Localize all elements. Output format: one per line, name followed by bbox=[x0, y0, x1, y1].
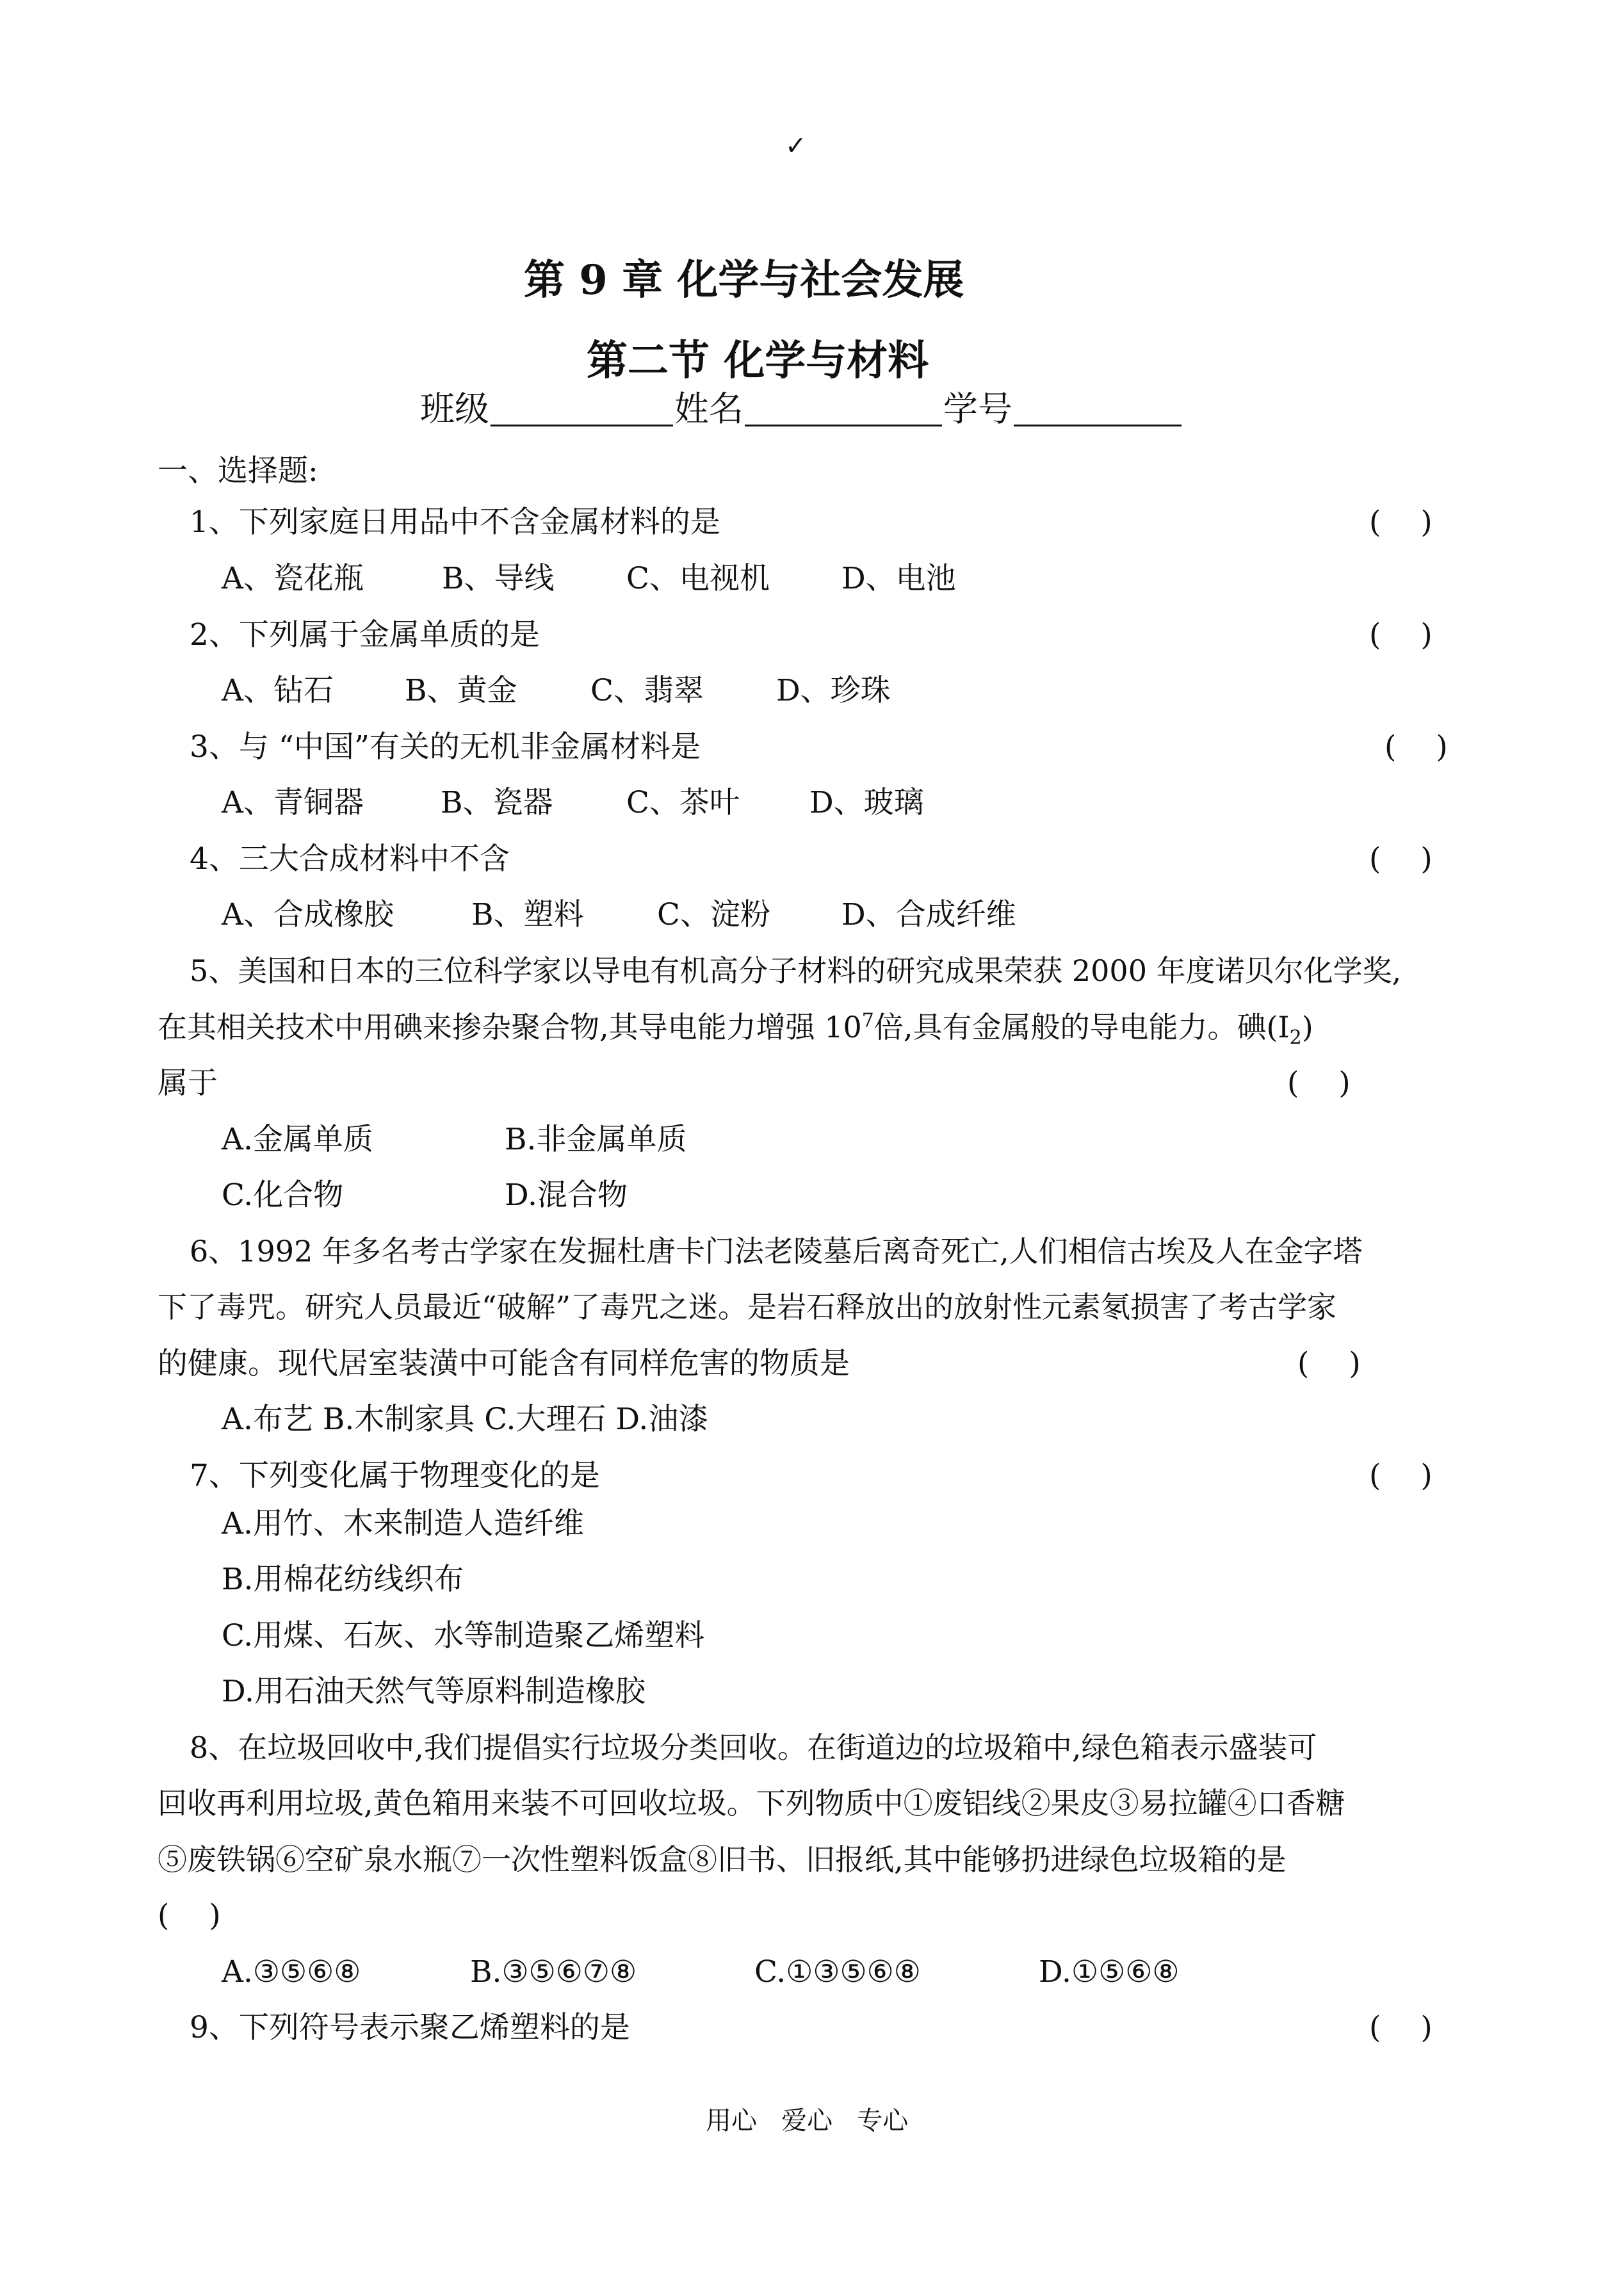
question-8-line-2: 回收再利用垃圾,黄色箱用来装不可回收垃圾。下列物质中①废铝线②果皮③易拉罐④口香糖 bbox=[158, 1786, 1345, 1821]
answer-paren-7[interactable]: ( ) bbox=[1369, 1458, 1433, 1493]
q1-option-a: A、瓷花瓶 bbox=[222, 561, 364, 596]
q2-option-a: A、钻石 bbox=[222, 673, 334, 708]
answer-paren-4[interactable]: ( ) bbox=[1369, 841, 1433, 877]
subscript: 2 bbox=[1289, 1026, 1302, 1050]
answer-paren-1[interactable]: ( ) bbox=[1369, 505, 1433, 540]
q7-option-d: D.用石油天然气等原料制造橡胶 bbox=[222, 1674, 646, 1709]
q7-option-b: B.用棉花纺线织布 bbox=[222, 1562, 464, 1597]
q4-option-d: D、合成纤维 bbox=[841, 897, 1016, 932]
q1-option-d: D、电池 bbox=[841, 561, 956, 596]
q4-option-c: C、淀粉 bbox=[657, 897, 770, 932]
question-4-stem: 4、三大合成材料中不含 bbox=[190, 841, 510, 877]
q8-option-c: C.①③⑤⑥⑧ bbox=[754, 1954, 921, 1990]
q2-option-c: C、翡翠 bbox=[590, 673, 704, 708]
q3-option-d: D、玻璃 bbox=[809, 785, 924, 820]
answer-paren-6[interactable]: ( ) bbox=[1297, 1346, 1361, 1381]
q3-option-a: A、青铜器 bbox=[222, 785, 364, 820]
question-1-stem: 1、下列家庭日用品中不含金属材料的是 bbox=[190, 505, 720, 540]
q1-option-c: C、电视机 bbox=[626, 561, 770, 596]
q5-option-b: B.非金属单质 bbox=[505, 1122, 687, 1157]
page-footer: 用心 爱心 专心 bbox=[706, 2106, 909, 2136]
section-title: 第二节 化学与材料 bbox=[587, 337, 929, 385]
question-6-line-2: 下了毒咒。研究人员最近“破解”了毒咒之迷。是岩石释放出的放射性元素氡损害了考古学家 bbox=[158, 1290, 1337, 1324]
q1-option-b: B、导线 bbox=[442, 561, 555, 596]
q6-options: A.布艺 B.木制家具 C.大理石 D.油漆 bbox=[222, 1402, 709, 1437]
exponent: 7 bbox=[861, 1009, 874, 1032]
question-6-line-3: 的健康。现代居室装潢中可能含有同样危害的物质是 bbox=[158, 1346, 850, 1381]
q3-option-c: C、茶叶 bbox=[626, 785, 740, 820]
section-heading: 一、选择题: bbox=[158, 453, 318, 489]
q7-option-a: A.用竹、木来制造人造纤维 bbox=[222, 1506, 584, 1541]
q2-option-b: B、黄金 bbox=[405, 673, 517, 708]
q4-option-a: A、合成橡胶 bbox=[222, 897, 394, 932]
answer-paren-5[interactable]: ( ) bbox=[1287, 1066, 1351, 1101]
question-7-stem: 7、下列变化属于物理变化的是 bbox=[190, 1458, 600, 1493]
q5-option-d: D.混合物 bbox=[505, 1178, 628, 1213]
question-6-line-1: 6、1992 年多名考古学家在发掘杜唐卡门法老陵墓后离奇死亡,人们相信古埃及人在金字塔 bbox=[190, 1234, 1363, 1269]
q5-option-a: A.金属单质 bbox=[222, 1122, 373, 1157]
answer-paren-9[interactable]: ( ) bbox=[1369, 2010, 1433, 2045]
name-label: 姓名 bbox=[674, 389, 743, 429]
q8-option-b: B.③⑤⑥⑦⑧ bbox=[470, 1954, 637, 1990]
id-label: 学号 bbox=[943, 389, 1012, 429]
q8-option-d: D.①⑤⑥⑧ bbox=[1039, 1954, 1180, 1990]
chapter-title: 第 9 章 化学与社会发展 bbox=[524, 256, 964, 304]
question-8-line-3: ⑤废铁锅⑥空矿泉水瓶⑦一次性塑料饭盒⑧旧书、旧报纸,其中能够扔进绿色垃圾箱的是 bbox=[158, 1842, 1287, 1877]
class-blank[interactable] bbox=[491, 394, 673, 426]
answer-paren-8[interactable]: ( ) bbox=[158, 1898, 221, 1933]
q5-option-c: C.化合物 bbox=[222, 1178, 344, 1213]
answer-paren-3[interactable]: ( ) bbox=[1384, 729, 1448, 765]
question-5-line-3: 属于 bbox=[158, 1066, 218, 1101]
question-5-line-2: 在其相关技术中用碘来掺杂聚合物,其导电能力增强 $10^7$倍,具有金属般的导电能力。碘$(I_2)$ bbox=[158, 1009, 1313, 1050]
question-8-line-1: 8、在垃圾回收中,我们提倡实行垃圾分类回收。在街道边的垃圾箱中,绿色箱表示盛装可 bbox=[190, 1730, 1317, 1765]
q4-option-b: B、塑料 bbox=[471, 897, 584, 932]
q3-option-b: B、瓷器 bbox=[441, 785, 553, 820]
student-info-line bbox=[420, 389, 1183, 429]
q8-option-a: A.③⑤⑥⑧ bbox=[222, 1954, 361, 1990]
question-2-stem: 2、下列属于金属单质的是 bbox=[190, 617, 540, 653]
q7-option-c: C.用煤、石灰、水等制造聚乙烯塑料 bbox=[222, 1618, 705, 1653]
q2-option-d: D、珍珠 bbox=[776, 673, 891, 708]
id-blank[interactable] bbox=[1014, 394, 1181, 426]
class-label: 班级 bbox=[420, 389, 489, 429]
name-blank[interactable] bbox=[745, 394, 942, 426]
question-3-stem: 3、与 “中国”有关的无机非金属材料是 bbox=[190, 729, 701, 765]
check-mark-icon: ✓ bbox=[785, 131, 807, 161]
answer-paren-2[interactable]: ( ) bbox=[1369, 617, 1433, 653]
question-9-stem: 9、下列符号表示聚乙烯塑料的是 bbox=[190, 2010, 630, 2045]
question-5-line-1: 5、美国和日本的三位科学家以导电有机高分子材料的研究成果荣获 2000 年度诺贝尔化学奖, bbox=[190, 953, 1402, 988]
